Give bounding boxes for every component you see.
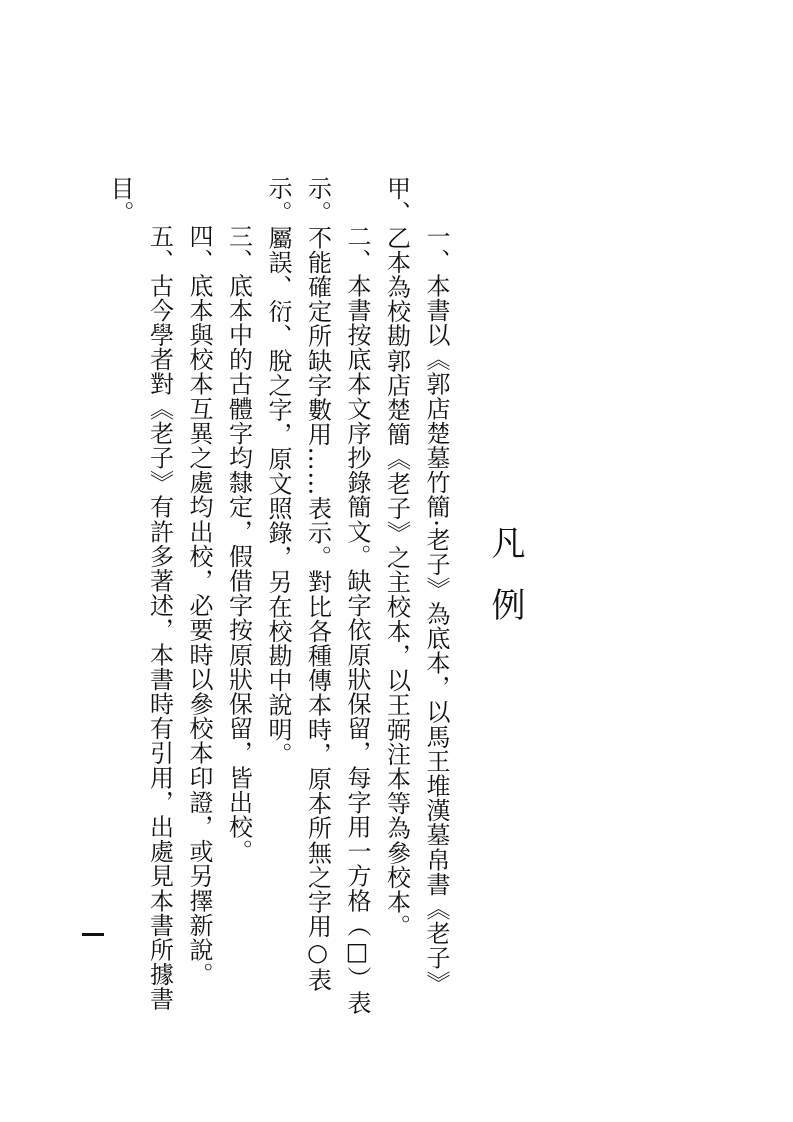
page-title: 凡例 xyxy=(485,525,525,649)
principle-item-2: 二、本書按底本文序抄錄簡文。缺字依原狀保留，每字用一方格（□）表示。不能確定所缺字數用……表示。對比各種傳本時，原本所無之字用○表示。屬誤、衍、脫之字，原文照錄，另在校勘中說明。 xyxy=(264,176,371,1016)
principle-item-3: 三、底本中的古體字均隸定，假借字按原狀保留，皆出校。 xyxy=(224,224,253,864)
principle-item-1: 一、本書以《郭店楚墓竹簡·老子》為底本，以馬王堆漢墓帛書《老子》甲、乙本為校勘郭店楚簡《老子》之主校本，以王弼注本等為參校本。 xyxy=(382,176,450,995)
editorial-principles-text xyxy=(100,176,456,1016)
page-number xyxy=(82,925,110,945)
page-number-mark xyxy=(82,933,104,936)
principle-item-5: 五、古今學者對《老子》有許多著述，本書時有引用，出處見本書所據書目。 xyxy=(106,176,174,1012)
principle-item-4: 四、底本與校本互異之處均出校，必要時以參校本印證，或另擇新說。 xyxy=(185,224,213,987)
